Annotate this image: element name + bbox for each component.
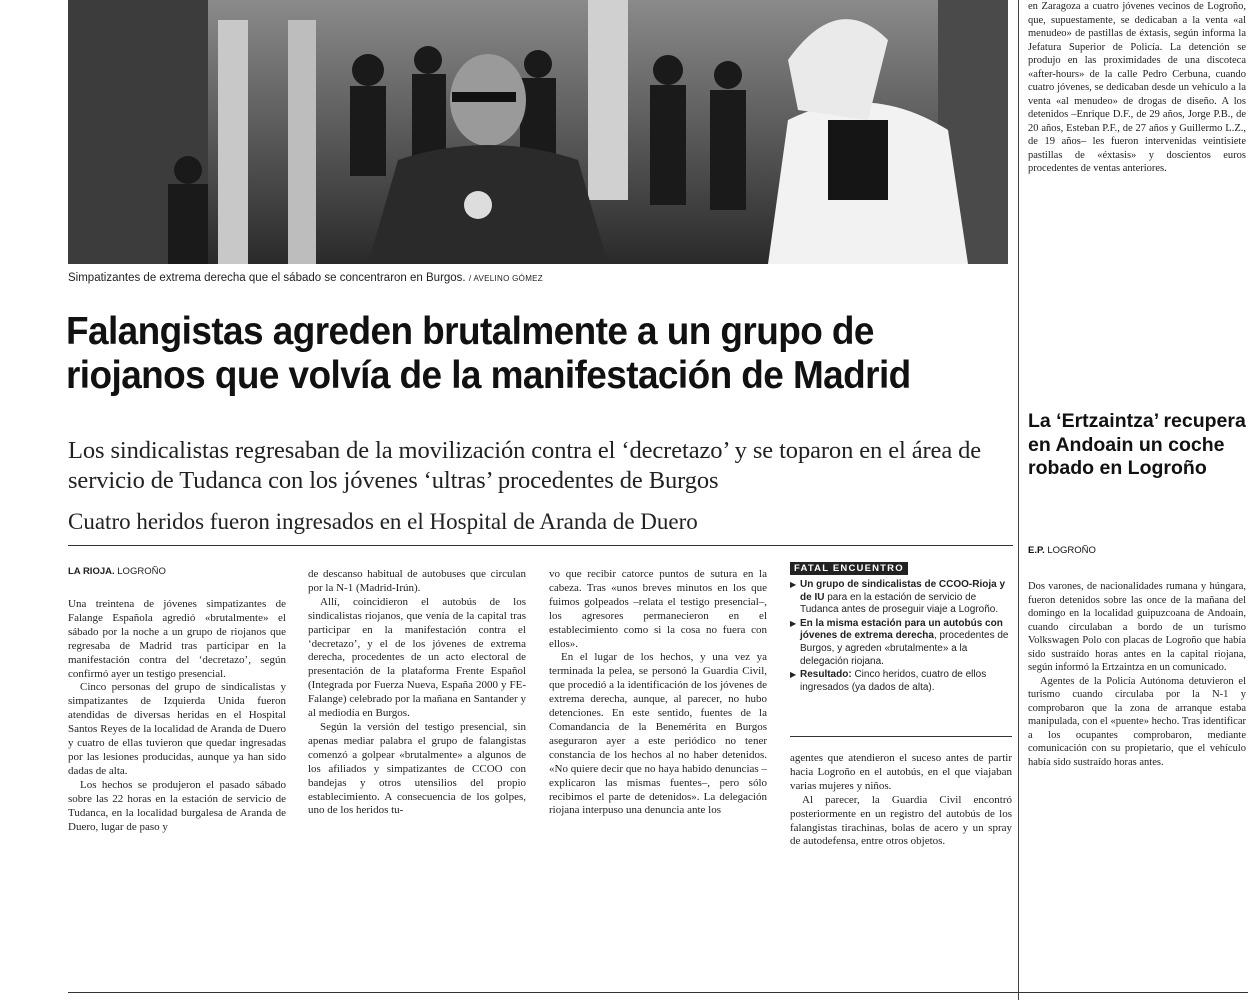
secondary-subheadline: Cuatro heridos fueron ingresados en el Hospital de Aranda de Duero	[68, 509, 698, 534]
byline	[68, 566, 166, 577]
article-column-2	[308, 568, 526, 818]
sidebar-byline-agency: E.P.	[1028, 545, 1045, 556]
paragraph: vo que recibir catorce puntos de sutura en la cabeza. Tras «unos breves minutos en los que fuimos golpeados –relata el testigo presencial–, los agresores permanecieron en el establecimiento como si la cosa no fuera con ellos».	[549, 568, 767, 650]
column-separator	[1018, 0, 1019, 1000]
sidebar-brief-top: en Zaragoza a cuatro jóvenes vecinos de Logroño, que, supuestamente, se dedicaban a la venta «al menudeo» de pastillas de éxtasis, según informa la Jefatura Superior de Policía. La detención se produjo en las proximidades de una discoteca «after-hours» de la calle Pedro Cerbuna, cuando cuatro jóvenes, se dedicaban desde un vehículo a la venta «al menudeo» de drogas de diseño. A los detenidos –Enrique D.F., de 29 años, Jorge P.B., de 20 años, Esteban P.F., de 27 años y Guillermo L.Z., de 19 años– les fueron intervenidas veintisiete pastillas de «éxtasis» y doscientos euros procedentes de ventas anteriores.	[1028, 1, 1246, 174]
factbox-title: FATAL ENCUENTRO	[790, 562, 908, 575]
photo-caption	[68, 272, 1008, 284]
factbox-item-text: Cinco heridos, cuatro de ellos ingresados (ya dados de alta).	[800, 669, 987, 693]
paragraph: Cinco personas del grupo de sindicalistas y simpatizantes de Izquierda Unida fueron atendidas de diversas heridas en el Hospital Santos Reyes de la localidad de Aranda de Duero y cuatro de ellas tuvieron que quedar ingresadas por las lesiones producidas, aunque ya han sido dadas de alta.	[68, 681, 286, 777]
paragraph: En el lugar de los hechos, y una vez ya terminada la pelea, se personó la Guardia Civil, que procedió a la identificación de los jóvenes de extrema derecha, aunque, al parecer, no hubo detenciones. En este sentido, fuentes de la Comandancia de la Benemérita en Burgos aseguraron ayer a este periódico no tener constancia de los hechos al no haber detenidos. «No quiere decir que no haya habido denuncias –explicaron las mismas fuentes–, pero sólo recibimos el parte de detenidos». La delegación riojana interpuso una denuncia ante los	[549, 651, 767, 817]
article-column-4	[790, 752, 1012, 849]
article-column-3	[549, 568, 767, 818]
paragraph: Los hechos se produjeron el pasado sábado sobre las 22 horas en la estación de servicio de Tudanca, en la localidad burgalesa de Aranda de Duero, lugar de paso y	[68, 778, 286, 833]
factbox-item	[790, 618, 1012, 668]
sidebar-headline: La ‘Ertzaintza’ recupera en Andoain un coche robado en Logroño	[1028, 410, 1246, 479]
byline-agency: LA RIOJA.	[68, 566, 115, 577]
byline-place: LOGROÑO	[117, 566, 166, 577]
factbox-item	[790, 579, 1012, 617]
paragraph: Allí, coincidieron el autobús de los sindicalistas riojanos, que venía de la capital tras participar en la manifestación contra el ‘decretazo’, y el de los jóvenes de extrema derecha, procedentes de un acto electoral de presentación de la plataforma Frente Español (Integrada por Fuerza Nueva, España 2000 y FE-Falange) celebrado por la mañana en Santander y al mediodía en Burgos.	[308, 595, 526, 720]
paragraph: Agentes de la Policía Autónoma detuvieron el turismo cuando circulaba por la N-1 y comprobaron que la zona de arranque estaba manipulada, con el «puente» hecho. Tras identificar a los ocupantes comprobaron, mediante comunicación con su propietario, que el vehículo había sido sustraído horas antes.	[1028, 675, 1246, 768]
sidebar-byline	[1028, 545, 1096, 556]
factbox-bottom-rule	[790, 736, 1012, 737]
factbox-item	[790, 669, 1012, 694]
sidebar-byline-place: LOGROÑO	[1047, 545, 1096, 556]
factbox-item-bold: Un grupo de sindicalistas de CCOO-Rioja y de IU	[800, 579, 1006, 603]
factbox-item-bold: En la misma estación para un autobús con jóvenes de extrema derecha	[800, 617, 1003, 642]
section-divider	[68, 545, 1013, 546]
paragraph: agentes que atendieron el suceso antes de partir hacia Logroño en el autobús, en el que viajaban varias mujeres y niños.	[790, 752, 1012, 792]
paragraph: Una treintena de jóvenes simpatizantes de Falange Española agredió «brutalmente» el sábado por la noche a un grupo de riojanos que regresaba de Madrid tras participar en la manifestación contra del ‘decretazo’, según confirmó ayer un testigo presencial.	[68, 598, 286, 680]
page-bottom-rule	[68, 992, 1248, 993]
factbox-item-text: , procedentes de Burgos, y agreden «brutalmente» a la delegación riojana.	[800, 630, 1009, 667]
paragraph: Según la versión del testigo presencial, sin apenas mediar palabra el grupo de falangistas comenzó a golpear «brutalmente» a algunos de los afiliados y simpatizantes de CCOO con bandejas y otros utensilios del propio establecimiento. A consecuencia de los golpes, uno de los heridos tu-	[308, 720, 526, 817]
factbox-item-text: para en la estación de servicio de Tudanca antes de proseguir viaje a Logroño.	[800, 591, 999, 616]
sidebar-body	[1028, 580, 1246, 769]
paragraph: Dos varones, de nacionalidades rumana y húngara, fueron detenidos sobre las once de la mañana del domingo en la localidad guipuzcoana de Andoain, cuando circulaban a bordo de un turismo Volkswagen Polo con placas de Logroño que había sido sustraído horas antes en la capital riojana, según informó la Ertzaintza en un comunicado.	[1028, 581, 1246, 673]
news-photo	[68, 0, 1008, 264]
photo-credit: / AVELINO GÓMEZ	[468, 274, 543, 283]
subheadline: Los sindicalistas regresaban de la movilización contra el ‘decretazo’ y se toparon en el área de servicio de Tudanca con los jóvenes ‘ultras’ procedentes de Burgos	[68, 437, 982, 494]
caption-text: Simpatizantes de extrema derecha que el sábado se concentraron en Burgos.	[68, 272, 466, 284]
factbox	[790, 579, 1012, 695]
paragraph: de descanso habitual de autobuses que circulan por la N-1 (Madrid-Irún).	[308, 568, 526, 594]
factbox-item-bold: Resultado:	[800, 669, 852, 681]
article-column-1	[68, 598, 286, 834]
photo-illustration	[68, 0, 1008, 264]
headline: Falangistas agreden brutalmente a un grupo de riojanos que volvía de la manifestación de Madrid	[66, 310, 911, 397]
paragraph: Al parecer, la Guardia Civil encontró posteriormente en un registro del autobús de los falangistas tirachinas, bolas de acero y un spray de autodefensa, entre otros objetos.	[790, 793, 1012, 848]
